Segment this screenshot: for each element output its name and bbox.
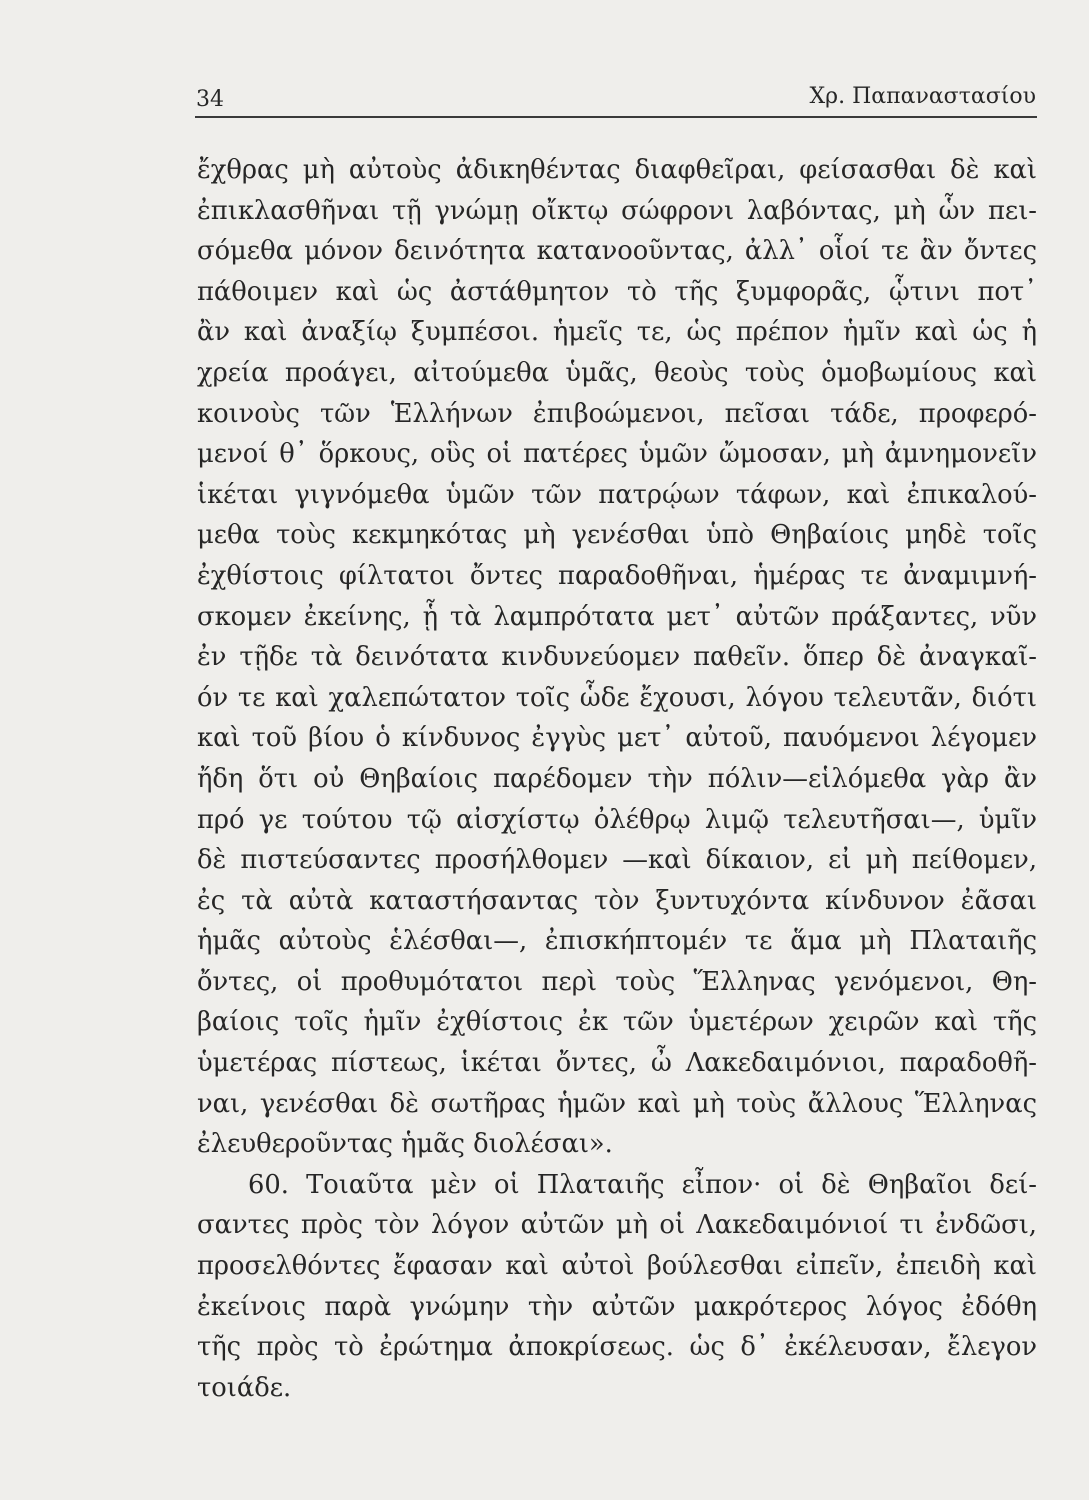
text-line: ἐχθίστοις φίλτατοι ὄντες παραδοθῆναι, ἡμέρας τε ἀναμιμνή-	[197, 560, 1037, 591]
text-line: όν τε καὶ χαλεπώτατον τοῖς ὧδε ἔχουσι, λόγου τελευτᾶν, διότι	[197, 682, 1037, 713]
text-block	[197, 150, 1037, 1408]
text-line: ὑμετέρας πίστεως, ἱκέται ὄντες, ὦ Λακεδαιμόνιοι, παραδοθῆ-	[197, 1048, 1037, 1079]
text-line: βαίοις τοῖς ἡμῖν ἐχθίστοις ἐκ τῶν ὑμετέρων χειρῶν καὶ τῆς	[197, 1007, 1037, 1038]
running-head: Χρ. Παπαναστασίου	[809, 84, 1036, 109]
paragraph	[197, 1165, 1037, 1409]
text-line: ἐλευθεροῦντας ἡμᾶς διολέσαι».	[197, 1129, 613, 1160]
text-line: σαντες πρὸς τὸν λόγον αὐτῶν μὴ οἱ Λακεδαιμόνιοί τι ἐνδῶσι,	[197, 1210, 1037, 1241]
header-rule	[195, 116, 1037, 118]
text-line: σκομεν ἐκείνης, ᾗ τὰ λαμπρότατα μετ᾽ αὐτῶν πράξαντες, νῦν	[197, 601, 1037, 632]
text-line: τοιάδε.	[197, 1372, 292, 1403]
text-line: ἂν καὶ ἀναξίῳ ξυμπέσοι. ἡμεῖς τε, ὡς πρέπον ἡμῖν καὶ ὡς ἡ	[197, 317, 1037, 348]
text-line: ἐς τὰ αὐτὰ καταστήσαντας τὸν ξυντυχόντα κίνδυνον ἐᾶσαι	[197, 885, 1037, 916]
text-line: σόμεθα μόνον δεινότητα κατανοοῦντας, ἀλλ᾽ οἷοί τε ἂν ὄντες	[197, 236, 1037, 267]
text-line: τῆς πρὸς τὸ ἐρώτημα ἀποκρίσεως. ὡς δ᾽ ἐκέλευσαν, ἔλεγον	[197, 1332, 1037, 1363]
text-line: μενοί θ᾽ ὅρκους, οὓς οἱ πατέρες ὑμῶν ὤμοσαν, μὴ ἀμνημονεῖν	[197, 439, 1037, 470]
text-line: προσελθόντες ἔφασαν καὶ αὐτοὶ βούλεσθαι εἰπεῖν, ἐπειδὴ καὶ	[197, 1251, 1037, 1282]
text-line: ναι, γενέσθαι δὲ σωτῆρας ἡμῶν καὶ μὴ τοὺς ἄλλους Ἕλληνας	[197, 1088, 1037, 1119]
text-line: ἡμᾶς αὐτοὺς ἑλέσθαι—, ἐπισκήπτομέν τε ἅμα μὴ Πλαταιῆς	[197, 926, 1037, 957]
text-line: ὄντες, οἱ προθυμότατοι περὶ τοὺς Ἕλληνας γενόμενοι, Θη-	[197, 966, 1037, 997]
text-line: ἤδη ὅτι οὐ Θηβαίοις παρέδομεν τὴν πόλιν—εἱλόμεθα γὰρ ἂν	[197, 763, 1037, 794]
text-line: καὶ τοῦ βίου ὁ κίνδυνος ἐγγὺς μετ᾽ αὐτοῦ, παυόμενοι λέγομεν	[197, 723, 1037, 754]
text-line: 60. Τοιαῦτα μὲν οἱ Πλαταιῆς εἶπον· οἱ δὲ Θηβαῖοι δεί-	[248, 1169, 1037, 1200]
text-line: ἐπικλασθῆναι τῇ γνώμῃ οἴκτῳ σώφρονι λαβόντας, μὴ ὧν πει-	[197, 195, 1037, 226]
paragraph	[197, 150, 1037, 1165]
text-line: πρό γε τούτου τῷ αἰσχίστῳ ὀλέθρῳ λιμῷ τελευτῆσαι—, ὑμῖν	[197, 804, 1037, 835]
text-line: ἱκέται γιγνόμεθα ὑμῶν τῶν πατρῴων τάφων, καὶ ἐπικαλού-	[197, 479, 1037, 510]
page-number: 34	[196, 87, 224, 112]
text-line: δὲ πιστεύσαντες προσήλθομεν —καὶ δίκαιον, εἰ μὴ πείθομεν,	[197, 845, 1037, 876]
text-line: κοινοὺς τῶν Ἑλλήνων ἐπιβοώμενοι, πεῖσαι τάδε, προφερό-	[197, 398, 1037, 429]
text-line: ἐκείνοις παρὰ γνώμην τὴν αὐτῶν μακρότερος λόγος ἐδόθη	[197, 1291, 1037, 1322]
text-line: μεθα τοὺς κεκμηκότας μὴ γενέσθαι ὑπὸ Θηβαίοις μηδὲ τοῖς	[197, 520, 1037, 551]
text-line: χρεία προάγει, αἰτούμεθα ὑμᾶς, θεοὺς τοὺς ὁμοβωμίους καὶ	[197, 357, 1037, 388]
text-line: πάθοιμεν καὶ ὡς ἀστάθμητον τὸ τῆς ξυμφορᾶς, ᾧτινι ποτ᾽	[197, 276, 1037, 307]
text-line: ἔχθρας μὴ αὐτοὺς ἀδικηθέντας διαφθεῖραι, φείσασθαι δὲ καὶ	[197, 155, 1037, 185]
text-line: ἐν τῇδε τὰ δεινότατα κινδυνεύομεν παθεῖν. ὅπερ δὲ ἀναγκαῖ-	[197, 642, 1037, 673]
